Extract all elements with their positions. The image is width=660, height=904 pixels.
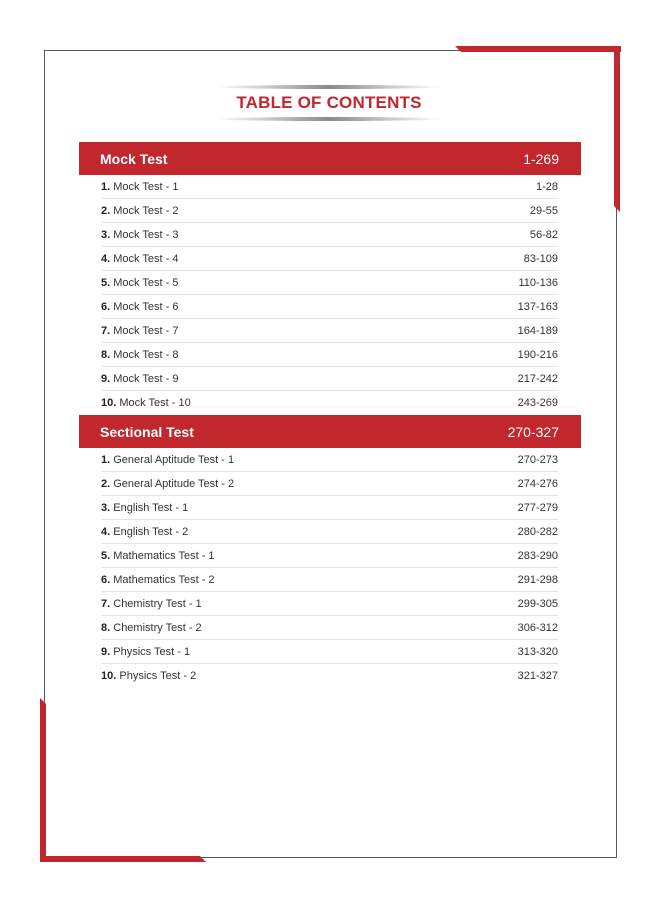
entry-label: Mock Test - 10 [119, 397, 191, 409]
entry-pages: 110-136 [518, 276, 558, 289]
entry-label: English Test - 2 [113, 525, 189, 538]
entry-label: Mock Test - 3 [113, 228, 179, 241]
entry-pages: 283-290 [517, 549, 558, 562]
entry-pages: 1-28 [535, 180, 558, 193]
section-header-sectional-test[interactable] [79, 415, 581, 448]
toc-list-mock-test [101, 175, 558, 415]
entry-pages: 270-273 [517, 453, 558, 466]
entry-number: 7. [101, 324, 111, 337]
entry-number: 4. [101, 252, 111, 265]
section-title: Sectional Test [100, 423, 194, 440]
entry-pages: 83-109 [523, 252, 558, 265]
entry-number: 2. [101, 204, 111, 217]
entry-number: 9. [101, 372, 111, 385]
entry-label: Physics Test - 2 [119, 670, 197, 682]
toc-entry[interactable] [101, 391, 558, 415]
entry-pages: 190-216 [517, 348, 558, 361]
entry-pages: 291-298 [517, 573, 558, 586]
entry-label: Mock Test - 1 [113, 180, 179, 193]
entry-number: 6. [101, 573, 111, 586]
entry-number: 5. [101, 276, 111, 289]
entry-label: Mock Test - 7 [113, 324, 179, 337]
entry-pages: 274-276 [517, 477, 558, 490]
entry-number: 7. [101, 597, 111, 610]
entry-pages: 29-55 [529, 204, 558, 217]
entry-pages: 277-279 [517, 501, 558, 514]
section-page-range: 270-327 [507, 423, 559, 440]
entry-label: Chemistry Test - 2 [113, 621, 202, 634]
entry-number: 4. [101, 525, 111, 538]
entry-label: Mock Test - 4 [113, 252, 179, 265]
entry-label: Physics Test - 1 [113, 645, 191, 658]
entry-label: Mock Test - 6 [113, 300, 179, 313]
toc-entry[interactable] [101, 223, 558, 247]
entry-pages: 321-327 [517, 670, 558, 682]
page-title: TABLE OF CONTENTS [236, 93, 422, 112]
section-header-mock-test[interactable] [79, 142, 581, 175]
entry-pages: 299-305 [517, 597, 558, 610]
title-block [215, 84, 443, 122]
toc-entry[interactable] [101, 496, 558, 520]
toc-entry[interactable] [101, 175, 558, 199]
entry-pages: 306-312 [517, 621, 558, 634]
toc-entry[interactable] [101, 448, 558, 472]
toc-entry[interactable] [101, 319, 558, 343]
entry-label: Mock Test - 5 [113, 276, 179, 289]
toc-entry[interactable] [101, 616, 558, 640]
toc-entry[interactable] [101, 271, 558, 295]
entry-number: 9. [101, 645, 111, 658]
toc-entry[interactable] [101, 295, 558, 319]
entry-pages: 313-320 [517, 645, 558, 658]
toc-entry[interactable] [101, 568, 558, 592]
entry-pages: 217-242 [517, 372, 558, 385]
entry-label: Mock Test - 9 [113, 372, 179, 385]
entry-label: English Test - 1 [113, 501, 189, 514]
entry-label: Mock Test - 8 [113, 348, 179, 361]
toc-entry[interactable] [101, 472, 558, 496]
entry-pages: 243-269 [517, 397, 558, 409]
entry-number: 3. [101, 501, 111, 514]
section-title: Mock Test [100, 150, 168, 167]
toc-entry[interactable] [101, 592, 558, 616]
entry-pages: 164-189 [517, 324, 558, 337]
entry-pages: 56-82 [529, 228, 558, 241]
toc-entry[interactable] [101, 199, 558, 223]
entry-number: 3. [101, 228, 111, 241]
entry-number: 10. [101, 670, 117, 682]
entry-number: 1. [101, 453, 111, 466]
entry-number: 6. [101, 300, 111, 313]
corner-accent-top-right-vertical [614, 46, 620, 212]
title-rule-top [215, 85, 443, 89]
toc-entry[interactable] [101, 640, 558, 664]
corner-accent-bottom-left-vertical [40, 698, 46, 862]
entry-label: Mathematics Test - 1 [113, 549, 215, 562]
entry-label: General Aptitude Test - 1 [113, 453, 235, 466]
corner-accent-bottom-left [40, 856, 206, 862]
toc-entry[interactable] [101, 664, 558, 688]
entry-label: Mock Test - 2 [113, 204, 179, 217]
entry-pages: 137-163 [517, 300, 558, 313]
entry-label: General Aptitude Test - 2 [113, 477, 235, 490]
title-rule-bottom [215, 117, 443, 121]
toc-list-sectional-test [101, 448, 558, 688]
toc-entry[interactable] [101, 247, 558, 271]
entry-number: 8. [101, 621, 111, 634]
entry-number: 10. [101, 397, 117, 409]
entry-label: Mathematics Test - 2 [113, 573, 215, 586]
entry-number: 2. [101, 477, 111, 490]
corner-accent-top-right [455, 46, 621, 52]
entry-pages: 280-282 [517, 525, 558, 538]
toc-entry[interactable] [101, 544, 558, 568]
toc-entry[interactable] [101, 367, 558, 391]
entry-number: 5. [101, 549, 111, 562]
entry-number: 1. [101, 180, 111, 193]
toc-entry[interactable] [101, 343, 558, 367]
section-page-range: 1-269 [523, 150, 559, 167]
entry-label: Chemistry Test - 1 [113, 597, 202, 610]
toc-entry[interactable] [101, 520, 558, 544]
entry-number: 8. [101, 348, 111, 361]
